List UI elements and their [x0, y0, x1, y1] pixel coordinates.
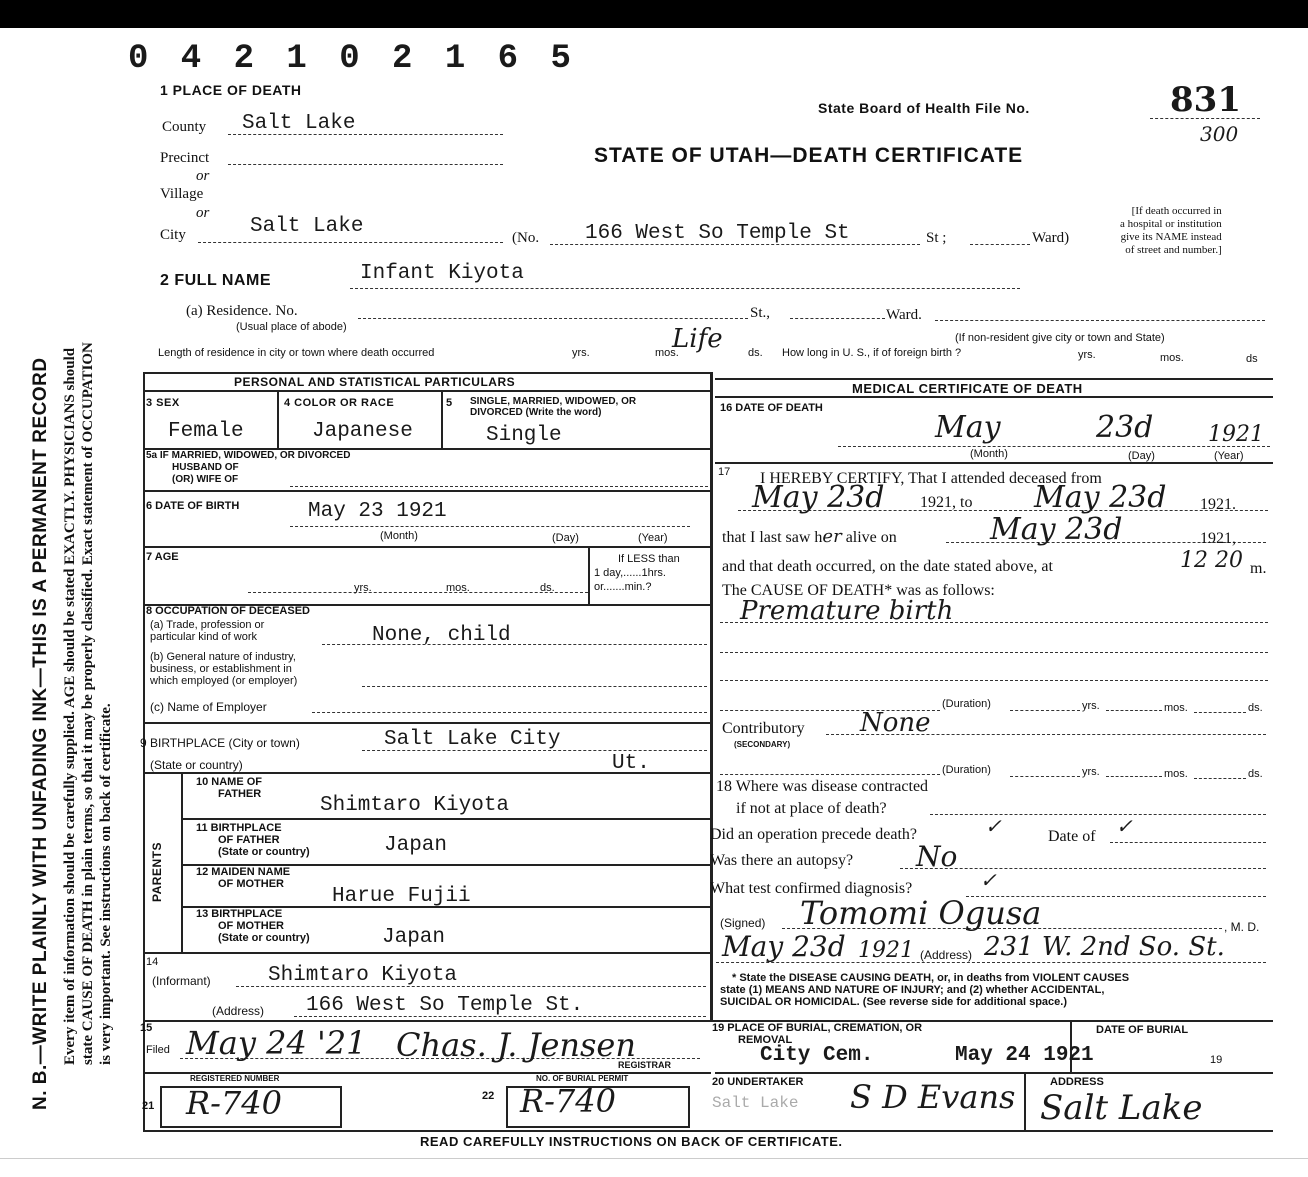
father-value: Shimtaro Kiyota	[320, 794, 510, 817]
duration-mos-2: mos.	[1164, 768, 1188, 780]
mother-value: Harue Fujii	[332, 885, 471, 908]
informant-value: Shimtaro Kiyota	[268, 964, 458, 987]
sex-value: Female	[168, 420, 244, 443]
date-of-burial-label: DATE OF BURIAL	[1096, 1024, 1189, 1036]
signed-address: 231 W. 2nd So. St.	[984, 932, 1225, 962]
duration-label-1: (Duration)	[942, 698, 991, 710]
burial-19: 19	[1210, 1054, 1223, 1066]
state-value: Ut.	[612, 752, 650, 775]
certify-to-date: May 23d	[1034, 480, 1167, 515]
certificate-title: STATE OF UTAH—DEATH CERTIFICATE	[594, 144, 1024, 167]
place-of-death-heading: 1 PLACE OF DEATH	[160, 82, 302, 98]
mother-birthplace-label: 13 BIRTHPLACE OF MOTHER (State or country)	[196, 908, 310, 944]
filed-label: Filed	[146, 1044, 170, 1056]
certify-text: I HEREBY CERTIFY, That I attended deceased from	[760, 470, 1102, 487]
or-label-2: or	[196, 205, 210, 221]
us-yrs: yrs.	[1078, 349, 1096, 361]
duration-label-2: (Duration)	[942, 764, 991, 776]
burial-permit-value: R-740	[520, 1082, 616, 1120]
hospital-note: [If death occurred in a hospital or institution give its NAME instead of street and number.]	[1120, 205, 1222, 256]
filed-value: May 24 '21	[186, 1024, 367, 1062]
marital-value: Single	[486, 424, 562, 447]
duration-mos-1: mos.	[1164, 702, 1188, 714]
occupation-heading: 8 OCCUPATION OF DECEASED	[146, 605, 310, 617]
death-occurred-label: and that death occurred, on the date stated above, at	[722, 558, 1053, 575]
file-number-label: State Board of Health File No.	[818, 100, 1030, 116]
length-mos: mos.	[655, 347, 679, 359]
ward-label: Ward)	[1032, 230, 1070, 246]
secondary-label: (SECONDARY)	[734, 740, 791, 749]
burial-date-value: May 24 1921	[955, 1044, 1094, 1067]
q18-label-2: if not at place of death?	[736, 800, 887, 817]
test-label: What test confirmed diagnosis?	[710, 880, 913, 897]
city-value: Salt Lake	[250, 215, 364, 238]
date-of-value: ✓	[1116, 814, 1133, 838]
registered-number-label: REGISTERED NUMBER	[190, 1074, 280, 1083]
file-number: 831	[1170, 80, 1241, 120]
street-no-label: (No.	[512, 230, 540, 246]
side-instruction-2: Every item of information should be carefully supplied. AGE should be stated EXACTLY. PHYSICIANS should	[62, 347, 78, 1065]
death-time-m: m.	[1250, 560, 1267, 577]
registrar-signature: Chas. J. Jensen	[396, 1026, 636, 1064]
cause-label: The CAUSE OF DEATH* was as follows:	[722, 582, 995, 599]
personal-heading: PERSONAL AND STATISTICAL PARTICULARS	[234, 375, 516, 389]
father-birthplace-value: Japan	[384, 834, 448, 857]
cause-footnote: * State the DISEASE CAUSING DEATH, or, in deaths from VIOLENT CAUSES state (1) MEANS AND NATURE OF INJURY; and (2) whether ACCIDENTAL, SUICIDAL OR HOMICIDAL. (See reverse side for additional space.)	[720, 972, 1130, 1008]
undertaker-faint-text: Salt Lake	[712, 1094, 799, 1112]
registered-number-num: 21	[142, 1100, 155, 1112]
side-instruction-main: N. B.—WRITE PLAINLY WITH UNFADING INK—THIS IS A PERMANENT RECORD	[30, 357, 51, 1110]
father-birthplace-label: 11 BIRTHPLACE OF FATHER (State or country)	[196, 822, 310, 858]
age-less-than: If LESS than 1 day,......1hrs. or.......min.?	[594, 553, 680, 593]
undertaker-value: S D Evans	[850, 1078, 1016, 1116]
date-of-death-label: 16 DATE OF DEATH	[720, 402, 823, 414]
us-ds: ds	[1246, 353, 1258, 365]
duration-ds-2: ds.	[1248, 768, 1263, 780]
informant-num: 14	[146, 956, 159, 968]
length-yrs: yrs.	[572, 347, 590, 359]
precinct-label: Precinct	[160, 150, 210, 166]
signed-year: 1921	[858, 938, 914, 963]
last-saw-label: that I last saw her alive on	[722, 526, 897, 547]
informant-address-label: (Address)	[212, 1004, 265, 1018]
date-of-death-day-label: (Day)	[1128, 450, 1155, 462]
md-label: , M. D.	[1224, 920, 1260, 934]
color-value: Japanese	[312, 420, 413, 443]
birthplace-label: 9 BIRTHPLACE (City or town)	[140, 736, 300, 750]
burial-permit-num: 22	[482, 1090, 495, 1102]
file-sub-number: 300	[1200, 122, 1239, 146]
contributory-label: Contributory	[722, 720, 805, 737]
parents-label: PARENTS	[150, 842, 164, 902]
state-label: (State or country)	[150, 758, 243, 772]
occupation-value: None, child	[372, 624, 511, 647]
duration-yrs-1: yrs.	[1082, 700, 1100, 712]
occupation-b-label: (b) General nature of industry, business, or establishment in which employed (or employer)	[150, 651, 298, 687]
date-of-death-year: 1921	[1208, 422, 1264, 447]
certify-num: 17	[718, 466, 731, 478]
city-label: City	[160, 227, 186, 243]
side-instruction-4: is very important. See instructions on back of certificate.	[98, 703, 114, 1065]
autopsy-value: No	[916, 840, 958, 873]
date-of-death-day: 23d	[1096, 410, 1154, 445]
registrar-label: REGISTRAR	[618, 1060, 672, 1070]
age-mos: mos.	[446, 582, 470, 594]
usual-abode: (Usual place of abode)	[236, 321, 347, 333]
dob-month: (Month)	[380, 530, 418, 542]
dob-value: May 23 1921	[308, 500, 447, 523]
full-name-value: Infant Kiyota	[360, 262, 524, 285]
residence-label: (a) Residence. No.	[186, 303, 298, 319]
informant-label: (Informant)	[152, 974, 211, 988]
q18-label-1: 18 Where was disease contracted	[716, 778, 929, 795]
duration-yrs-2: yrs.	[1082, 766, 1100, 778]
operation-value: ✓	[985, 814, 1002, 838]
us-residence-label: How long in U. S., if of foreign birth ?	[782, 347, 962, 359]
age-label: 7 AGE	[146, 551, 179, 563]
test-value: ✓	[980, 868, 997, 892]
autopsy-label: Was there an autopsy?	[710, 852, 854, 869]
dob-label: 6 DATE OF BIRTH	[146, 500, 240, 512]
length-value: Life	[672, 324, 723, 354]
date-of-death-month: May	[935, 410, 1001, 445]
cause-value: Premature birth	[740, 596, 954, 626]
length-residence-label: Length of residence in city or town where death occurred	[158, 347, 435, 359]
date-of-death-year-label: (Year)	[1214, 450, 1244, 462]
dob-year: (Year)	[638, 532, 668, 544]
death-time: 12 20	[1180, 548, 1243, 573]
burial-permit-label: NO. OF BURIAL PERMIT	[536, 1074, 629, 1083]
or-label-1: or	[196, 168, 210, 184]
operation-label: Did an operation precede death?	[710, 826, 918, 843]
length-ds: ds.	[748, 347, 763, 359]
registered-number-value: R-740	[186, 1084, 282, 1122]
footer-instruction: READ CAREFULLY INSTRUCTIONS ON BACK OF CERTIFICATE.	[420, 1134, 843, 1149]
age-yrs: yrs.	[354, 582, 372, 594]
certify-to-year: 1921.	[1200, 496, 1236, 513]
certify-from-date: May 23d	[752, 480, 885, 515]
spouse-label: 5a IF MARRIED, WIDOWED, OR DIVORCED HUSBAND OF (OR) WIFE OF	[146, 450, 351, 485]
county-value: Salt Lake	[242, 112, 356, 135]
burial-label: 19 PLACE OF BURIAL, CREMATION, OR REMOVAL	[712, 1022, 923, 1046]
signed-label: (Signed)	[720, 916, 766, 930]
street-value: 166 West So Temple St	[585, 222, 850, 245]
county-label: County	[162, 119, 207, 135]
physician-signature: Tomomi Ogusa	[800, 894, 1042, 932]
marital-label: SINGLE, MARRIED, WIDOWED, OR DIVORCED (Write the word)	[470, 396, 637, 418]
sex-label: 3 SEX	[146, 397, 180, 409]
last-saw-year: 1921,	[1200, 530, 1236, 547]
age-ds: ds.	[540, 582, 555, 594]
dob-day: (Day)	[552, 532, 579, 544]
nonresident-note: (If non-resident give city or town and State)	[955, 332, 1165, 344]
undertaker-address-label: ADDRESS	[1050, 1076, 1104, 1088]
marital-num: 5	[446, 397, 453, 409]
us-mos: mos.	[1160, 352, 1184, 364]
date-of-label: Date of	[1048, 828, 1096, 845]
signed-date: May 23d	[722, 930, 846, 963]
last-saw-date: May 23d	[990, 512, 1123, 547]
mother-birthplace-value: Japan	[382, 926, 446, 949]
certify-from-year: 1921, to	[920, 494, 973, 511]
filed-num: 15	[140, 1022, 153, 1034]
medical-heading: MEDICAL CERTIFICATE OF DEATH	[852, 381, 1083, 396]
duration-ds-1: ds.	[1248, 702, 1263, 714]
employer-label: (c) Name of Employer	[150, 700, 267, 714]
father-label: 10 NAME OF FATHER	[196, 776, 263, 800]
occupation-a-label: (a) Trade, profession or particular kind of work	[150, 619, 265, 643]
full-name-label: 2 FULL NAME	[160, 272, 271, 289]
st-label: St ;	[926, 230, 947, 246]
contributory-value: None	[860, 708, 931, 738]
scan-bottom-margin	[0, 1158, 1308, 1177]
village-label: Village	[160, 186, 204, 202]
undertaker-address-value: Salt Lake	[1040, 1088, 1203, 1128]
signed-address-label: (Address)	[920, 948, 973, 962]
date-of-death-month-label: (Month)	[970, 448, 1008, 460]
birthplace-value: Salt Lake City	[384, 728, 561, 751]
burial-place-value: City Cem.	[760, 1044, 874, 1067]
mother-label: 12 MAIDEN NAME OF MOTHER	[196, 866, 291, 890]
residence-ward: Ward.	[886, 307, 922, 323]
residence-st: St.,	[750, 305, 771, 321]
scan-top-border	[0, 0, 1308, 28]
serial-number: 0 4 2 1 0 2 1 6 5	[128, 40, 577, 78]
undertaker-label: 20 UNDERTAKER	[712, 1076, 804, 1088]
informant-address-value: 166 West So Temple St.	[306, 994, 584, 1017]
color-label: 4 COLOR OR RACE	[284, 397, 395, 409]
side-instruction-3: state CAUSE OF DEATH in plain terms, so that it may be properly classified. Exact statement of OCCUPATION	[80, 342, 96, 1065]
